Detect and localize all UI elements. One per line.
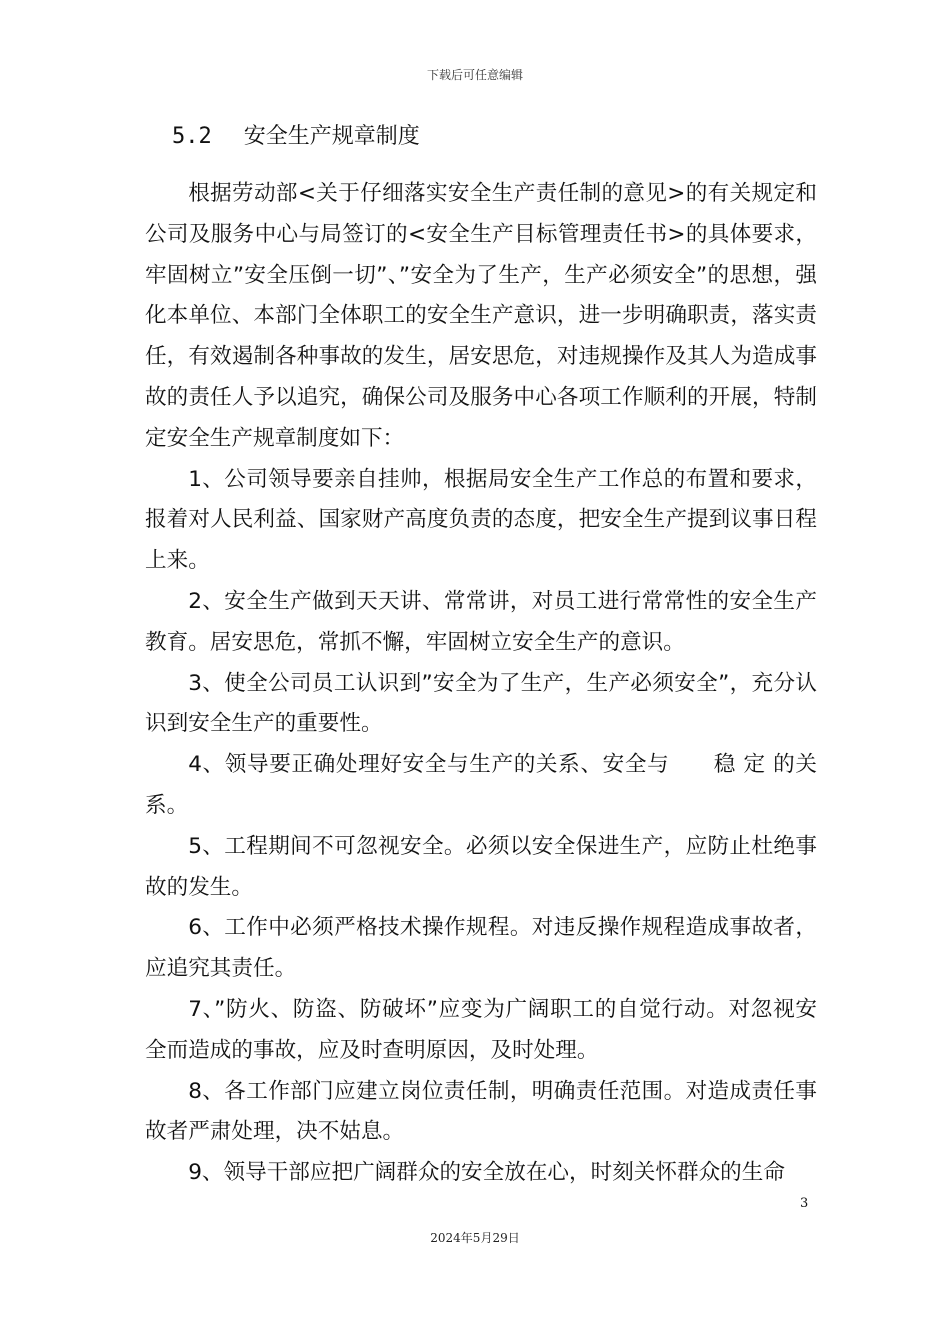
rule-item-2: 2、安全生产做到天天讲、常常讲，对员工进行常常性的安全生产教育。居安思危，常抓不懈，牢固树立安全生产的意识。 [145, 588, 817, 655]
page-number: 3 [800, 1196, 809, 1211]
document-body [145, 174, 817, 1194]
header-note: 下载后可任意编辑 [426, 68, 523, 82]
rule-item-5: 5、工程期间不可忽视安全。必须以安全保进生产，应防止杜绝事故的发生。 [145, 833, 817, 900]
rule-item-4: 4、领导要正确处理好安全与生产的关系、安全与 稳 定 的关系。 [145, 752, 817, 818]
intro-paragraph: 根据劳动部<关于仔细落实安全生产责任制的意见>的有关规定和公司及服务中心与局签订的<安全生产目标管理责任书>的具体要求，牢固树立”安全压倒一切”、”安全为了生产，生产必须安全”的思想，强化本单位、本部门全体职工的安全生产意识，进一步明确职责，落实责任，有效遏制各种事故的发生，居安思危，对违规操作及其人为造成事故的责任人予以追究，确保公司及服务中心各项工作顺利的开展，特制定安全生产规章制度如下： [145, 181, 817, 451]
rule-item-3: 3、使全公司员工认识到”安全为了生产，生产必须安全”，充分认识到安全生产的重要性。 [145, 670, 817, 737]
rule-item-7: 7、”防火、防盗、防破坏”应变为广阔职工的自觉行动。对忽视安全而造成的事故，应及时查明原因，及时处理。 [145, 996, 817, 1063]
section-title: 安全生产规章制度 [243, 124, 420, 149]
section-heading [172, 119, 420, 150]
rule-item-6: 6、工作中必须严格技术操作规程。对违反操作规程造成事故者，应追究其责任。 [145, 915, 817, 982]
rule-item-9: 9、领导干部应把广阔群众的安全放在心，时刻关怀群众的生命 [188, 1160, 785, 1186]
section-number: 5.2 [172, 124, 212, 149]
rule-item-1: 1、公司领导要亲自挂帅，根据局安全生产工作总的布置和要求，报着对人民利益、国家财产高度负责的态度，把安全生产提到议事日程上来。 [145, 466, 817, 574]
footer-date: 2024年5月29日 [430, 1231, 520, 1245]
rule-item-8: 8、各工作部门应建立岗位责任制，明确责任范围。对造成责任事故者严肃处理，决不姑息。 [145, 1078, 817, 1145]
